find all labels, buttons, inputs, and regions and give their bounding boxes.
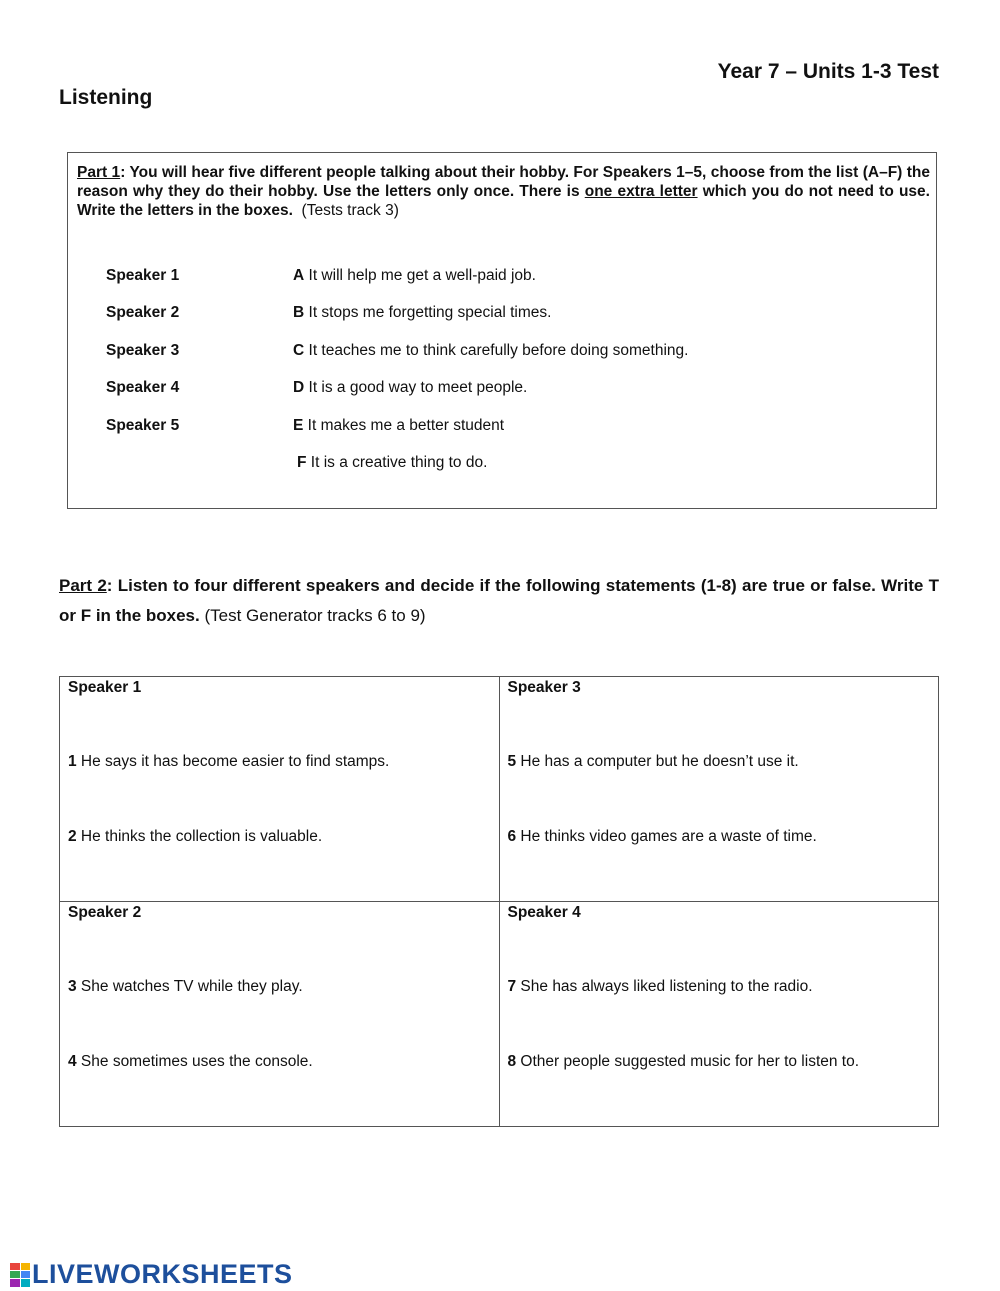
part1-option: C It teaches me to think carefully before doing something. bbox=[293, 342, 689, 359]
part2-track-note: (Test Generator tracks 6 to 9) bbox=[199, 606, 426, 625]
part2-table bbox=[59, 676, 939, 1127]
statement: 2 He thinks the collection is valuable. bbox=[68, 828, 323, 845]
speaker-heading: Speaker 4 bbox=[507, 904, 581, 921]
part1-speaker: Speaker 3 bbox=[106, 342, 180, 359]
statement: 5 He has a computer but he doesn’t use it. bbox=[507, 753, 799, 770]
part1-label: Part 1 bbox=[77, 164, 121, 181]
part1-box bbox=[67, 152, 937, 509]
part1-option: A It will help me get a well-paid job. bbox=[293, 267, 536, 284]
part2-instructions: Part 2: Listen to four different speakers and decide if the following statements (1-8) are true or false. Write T or F in the boxes. (Test Generator tracks 6 to 9) bbox=[59, 576, 940, 625]
part1-speaker: Speaker 1 bbox=[106, 267, 180, 284]
part1-option: F It is a creative thing to do. bbox=[297, 454, 488, 471]
statement: 1 He says it has become easier to find stamps. bbox=[68, 753, 390, 770]
speaker-cell bbox=[499, 677, 939, 902]
part1-instructions: Part 1: You will hear five different people talking about their hobby. For Speakers 1–5, choose from the list (A–F) the reason why they do their hobby. Use the letters only once. There is one extra letter which you do not need to use. Write the letters in the boxes. (Tests track 3) bbox=[77, 164, 930, 219]
statement: 4 She sometimes uses the console. bbox=[68, 1053, 313, 1070]
speaker-heading: Speaker 1 bbox=[68, 679, 142, 696]
part1-speaker: Speaker 2 bbox=[106, 304, 180, 321]
document-title: Year 7 – Units 1-3 Test bbox=[717, 60, 939, 83]
part1-track-note: (Tests track 3) bbox=[301, 202, 399, 219]
statement: 8 Other people suggested music for her to listen to. bbox=[507, 1053, 860, 1070]
part1-option: B It stops me forgetting special times. bbox=[293, 304, 552, 321]
speaker-cell bbox=[60, 677, 500, 902]
liveworksheets-logo bbox=[10, 1259, 293, 1290]
speaker-cell bbox=[60, 902, 500, 1127]
speaker-heading: Speaker 2 bbox=[68, 904, 142, 921]
speaker-heading: Speaker 3 bbox=[507, 679, 581, 696]
logo-text: LIVEWORKSHEETS bbox=[32, 1259, 293, 1289]
speaker-cell bbox=[499, 902, 939, 1127]
part2-label: Part 2 bbox=[59, 576, 107, 595]
statement: 6 He thinks video games are a waste of time. bbox=[507, 828, 817, 845]
section-title: Listening bbox=[59, 86, 153, 109]
statement: 3 She watches TV while they play. bbox=[68, 978, 303, 995]
part1-option: E It makes me a better student bbox=[293, 417, 505, 434]
part1-option: D It is a good way to meet people. bbox=[293, 379, 528, 396]
part1-speaker: Speaker 5 bbox=[106, 417, 180, 434]
statement: 7 She has always liked listening to the radio. bbox=[507, 978, 813, 995]
liveworksheets-icon bbox=[10, 1263, 30, 1287]
part1-speaker: Speaker 4 bbox=[106, 379, 180, 396]
